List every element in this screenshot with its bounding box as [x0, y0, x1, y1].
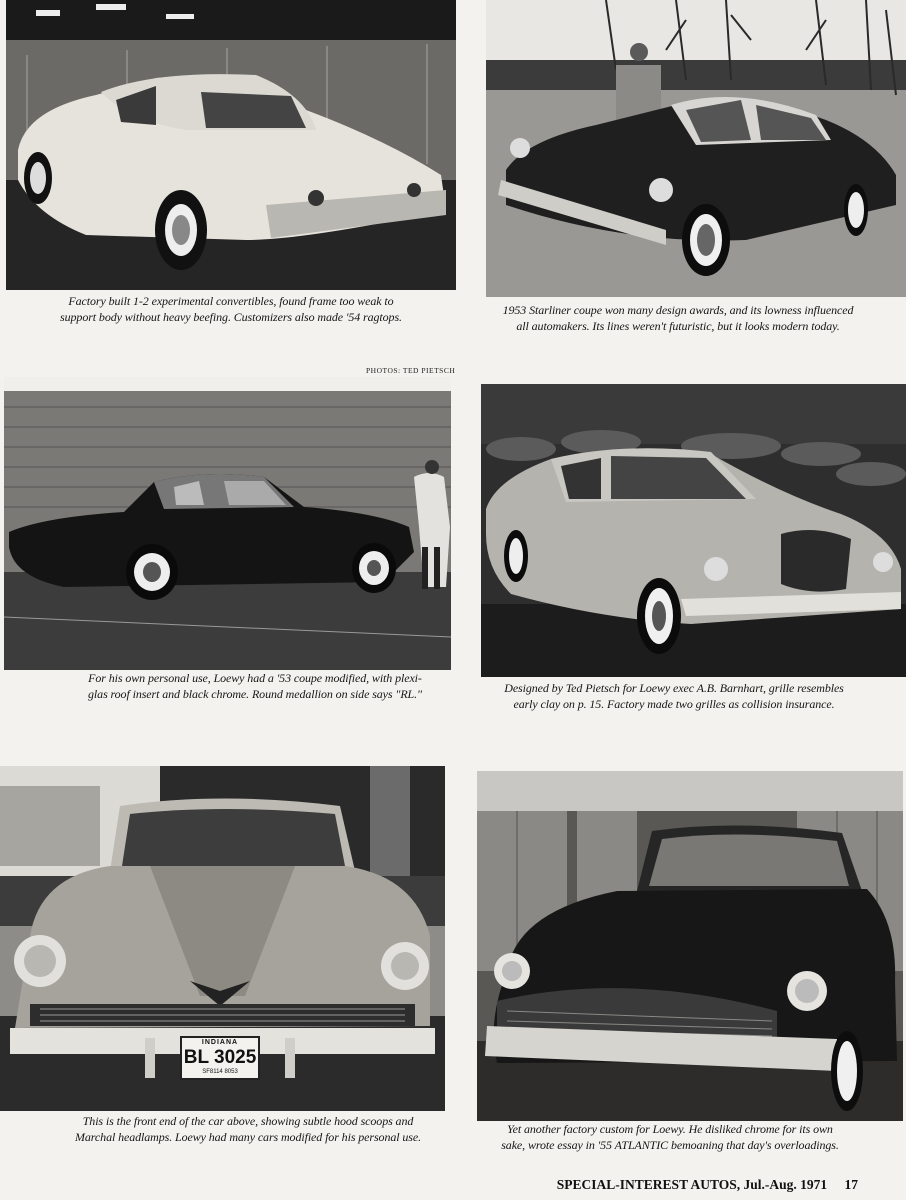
photo-credit: PHOTOS: TED PIETSCH: [366, 366, 456, 375]
starliner-coupe-image: [486, 0, 906, 297]
black-coupe-image: [4, 377, 451, 670]
caption-line: all automakers. Its lines weren't futuristic, but it looks modern today.: [516, 319, 840, 333]
caption-barnhart-coupe: [478, 680, 870, 712]
caption-line: sake, wrote essay in '55 ATLANTIC bemoaning that day's overloadings.: [501, 1138, 839, 1152]
photo-white-convertible: [6, 0, 456, 290]
plate-state: INDIANA: [201, 1039, 239, 1046]
photo-starliner-coupe: [486, 0, 906, 297]
caption-line: Designed by Ted Pietsch for Loewy exec A.B. Barnhart, grille resembles: [504, 681, 844, 695]
caption-line: Factory built 1-2 experimental convertibles, found frame too weak to: [68, 294, 394, 308]
plate-number: BL 3025: [183, 1047, 257, 1068]
photo-dark-custom: [477, 771, 903, 1121]
photo-barnhart-coupe: [481, 384, 906, 677]
photo-front-end: [0, 766, 445, 1111]
caption-line: support body without heavy beefing. Customizers also made '54 ragtops.: [60, 310, 402, 324]
license-plate: [180, 1036, 260, 1080]
page-footer: [557, 1177, 858, 1193]
caption-starliner-coupe: [480, 302, 876, 334]
caption-line: Yet another factory custom for Loewy. He disliked chrome for its own: [507, 1122, 833, 1136]
caption-loewy-black-coupe: [52, 670, 458, 702]
caption-line: early clay on p. 15. Factory made two grilles as collision insurance.: [513, 697, 835, 711]
photo-loewy-black-coupe: [4, 377, 451, 670]
caption-line: Marchal headlamps. Loewy had many cars modified for his personal use.: [75, 1130, 421, 1144]
white-convertible-image: [6, 0, 456, 290]
caption-line: This is the front end of the car above, showing subtle hood scoops and: [82, 1114, 414, 1128]
caption-front-end: [40, 1113, 456, 1145]
caption-line: glas roof insert and black chrome. Round medallion on side says "RL.": [88, 687, 422, 701]
caption-white-convertible: [6, 293, 456, 325]
plate-sub: SF8114 8053: [202, 1069, 238, 1075]
magazine-issue: SPECIAL-INTEREST AUTOS, Jul.-Aug. 1971: [556, 1177, 828, 1192]
caption-line: For his own personal use, Loewy had a '53 coupe modified, with plexi-: [88, 671, 422, 685]
page-number: 17: [844, 1177, 858, 1192]
barnhart-coupe-image: [481, 384, 906, 677]
dark-custom-image: [477, 771, 903, 1121]
caption-line: 1953 Starliner coupe won many design awards, and its lowness influenced: [502, 303, 854, 317]
caption-dark-custom: [470, 1121, 870, 1153]
